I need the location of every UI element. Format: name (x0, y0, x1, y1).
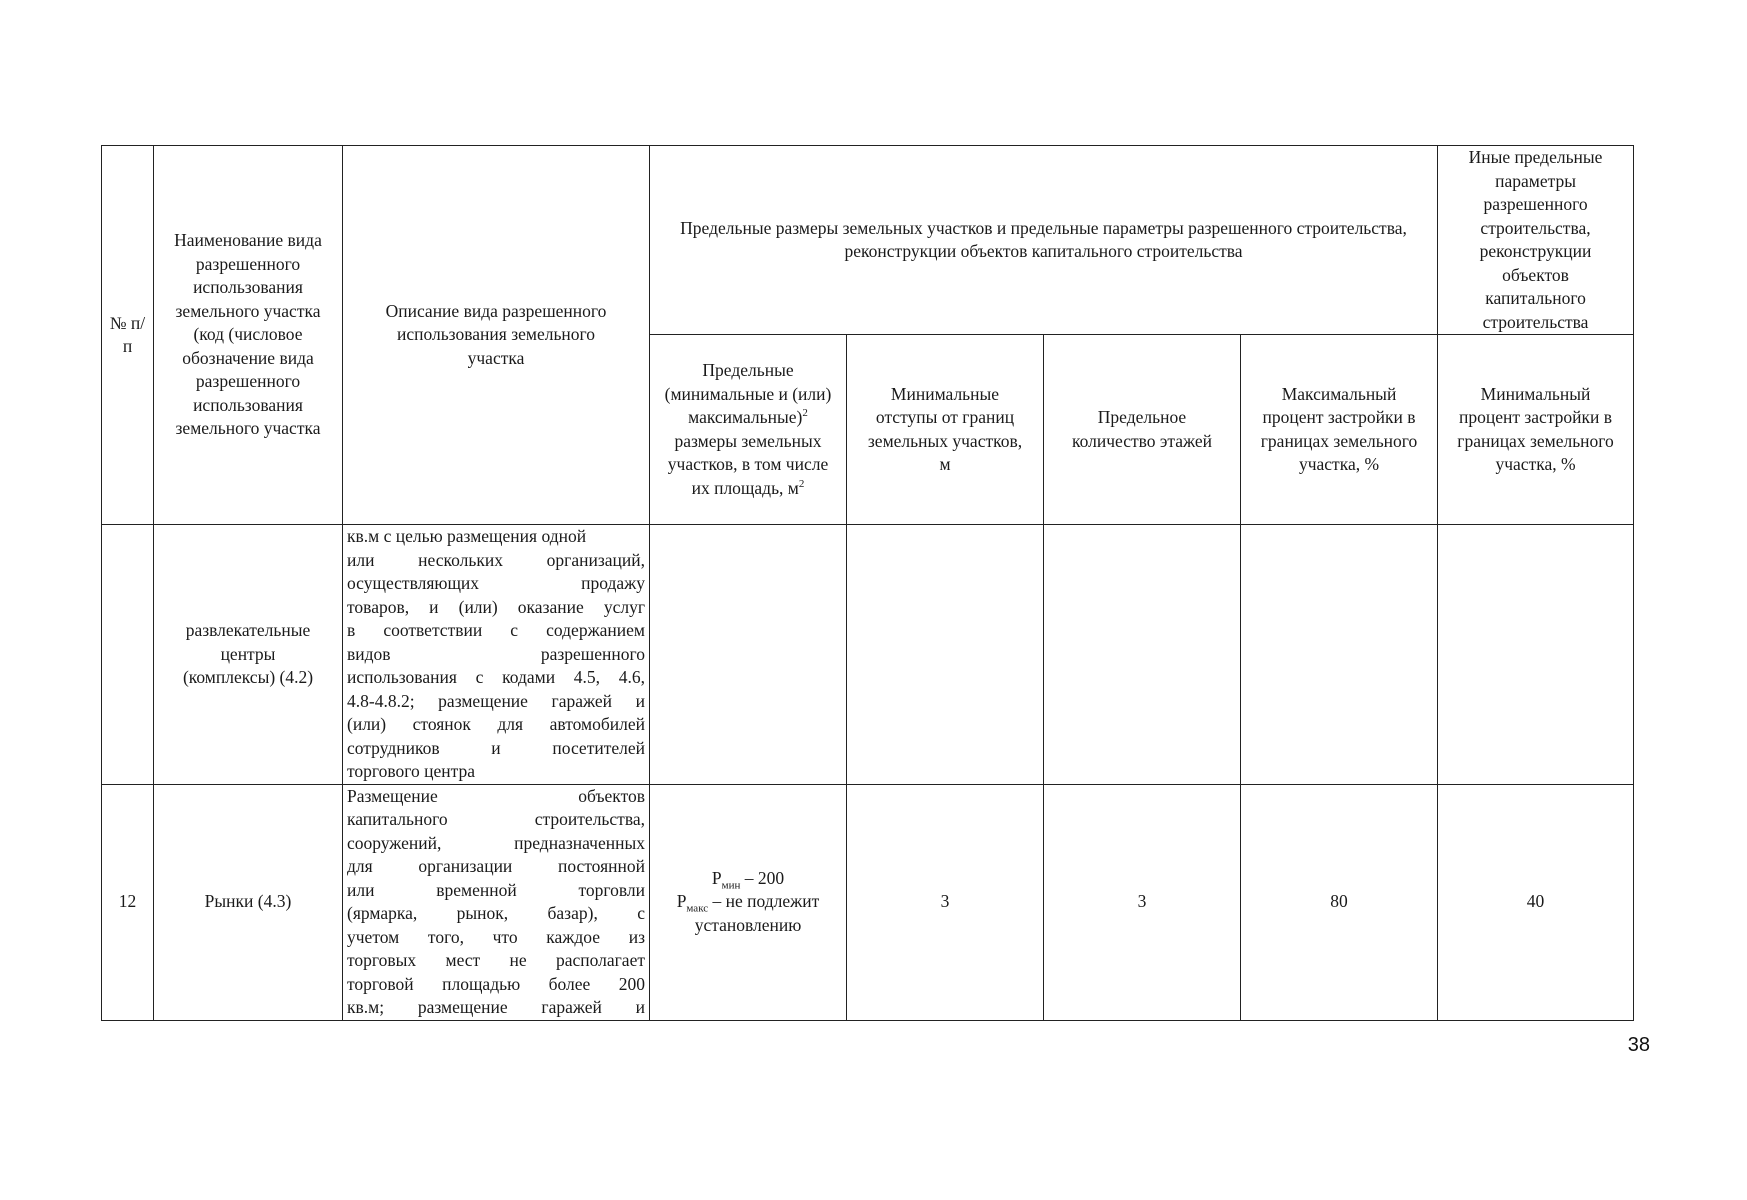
desc-line: сотрудников и посетителей (347, 737, 645, 758)
header-max-build-pct: Максимальный процент застройки в границах земельного участка, % (1241, 335, 1438, 525)
header-plot-size (650, 335, 847, 525)
desc-line: торговой площадью более 200 (347, 973, 645, 994)
table-row (102, 525, 1634, 785)
header-min-build-pct: Минимальный процент застройки в границах земельного участка, % (1438, 335, 1634, 525)
row-2-min-setback: 3 (847, 784, 1044, 1020)
desc-line: Размещение объектов (347, 785, 645, 806)
header-max-floors: Предельное количество этажей (1044, 335, 1241, 525)
plot-min-value: – 200 (740, 867, 785, 888)
row-2-num: 12 (102, 784, 154, 1020)
desc-line: сооружений, предназначенных (347, 832, 645, 853)
square-unit-marker: 2 (798, 477, 805, 490)
row-2-max-floors: 3 (1044, 784, 1241, 1020)
header-name: Наименование вида разрешенного использования земельного участка (код (числовое обозначение вида разрешенного использования земельного участка (154, 146, 343, 525)
regulations-table (101, 145, 1634, 1021)
row-2-plot-size (650, 784, 847, 1020)
row-1-num (102, 525, 154, 785)
row-1-min-setback (847, 525, 1044, 785)
header-num: № п/п (102, 146, 154, 525)
row-1-plot-size (650, 525, 847, 785)
desc-line: товаров, и (или) оказание услуг (347, 596, 645, 617)
header-limits-group: Предельные размеры земельных участков и предельные параметры разрешенного строительства, реконструкции объектов капитального строительства (650, 146, 1438, 335)
desc-line: в соответствии с содержанием (347, 620, 645, 640)
header-min-setback: Минимальные отступы от границ земельных участков, м (847, 335, 1044, 525)
desc-line: торгового центра (347, 761, 476, 781)
footnote-2-marker: 2 (802, 407, 808, 420)
row-1-max-floors (1044, 525, 1241, 785)
desc-line: кв.м с целью размещения одной (347, 526, 587, 546)
plot-max-symbol: Р (676, 891, 687, 912)
desc-line: или нескольких организаций, (347, 549, 645, 570)
header-other-params: Иные предельные параметры разрешенного строительства, реконструкции объектов капитального строительства (1438, 146, 1634, 335)
plot-min-symbol: Р (711, 867, 722, 888)
desc-line: 4.8-4.8.2; размещение гаражей и (347, 690, 645, 711)
desc-line: капитального строительства, (347, 809, 645, 829)
plot-max-subscript: макс (686, 902, 709, 915)
desc-line: осуществляющих продажу (347, 573, 645, 593)
desc-line: (ярмарка, рынок, базар), с (347, 903, 645, 923)
row-2-max-build-pct: 80 (1241, 784, 1438, 1020)
row-2-description (343, 784, 650, 1020)
desc-line: торговых мест не располагает (347, 950, 645, 970)
row-1-min-build-pct (1438, 525, 1634, 785)
header-plot-size-text2: размеры земельных участков, в том числе их площадь, м (667, 430, 829, 498)
desc-line: или временной торговли (347, 879, 645, 900)
plot-max-line (662, 890, 834, 937)
row-1-max-build-pct (1241, 525, 1438, 785)
plot-min-subscript: мин (721, 879, 741, 892)
desc-line: кв.м; размещение гаражей и (347, 997, 645, 1017)
desc-line: видов разрешенного (347, 643, 645, 664)
row-2-min-build-pct: 40 (1438, 784, 1634, 1020)
plot-max-value: – не подлежит установлению (694, 891, 820, 935)
header-description: Описание вида разрешенного использования земельного участка (343, 146, 650, 525)
desc-line: (или) стоянок для автомобилей (347, 714, 645, 734)
header-row-1 (102, 146, 1634, 335)
plot-min-line (662, 867, 834, 891)
table-row (102, 784, 1634, 1020)
row-2-name: Рынки (4.3) (154, 784, 343, 1020)
row-1-description (343, 525, 650, 785)
row-1-name: развлекательные центры (комплексы) (4.2) (154, 525, 343, 785)
desc-line: использования с кодами 4.5, 4.6, (347, 667, 645, 687)
desc-line: для организации постоянной (347, 856, 645, 876)
page-number: 38 (1627, 1034, 1650, 1056)
desc-line: учетом того, что каждое из (347, 926, 645, 947)
header-plot-size-text: Предельные (минимальные и (или) максимальные) (664, 360, 832, 427)
